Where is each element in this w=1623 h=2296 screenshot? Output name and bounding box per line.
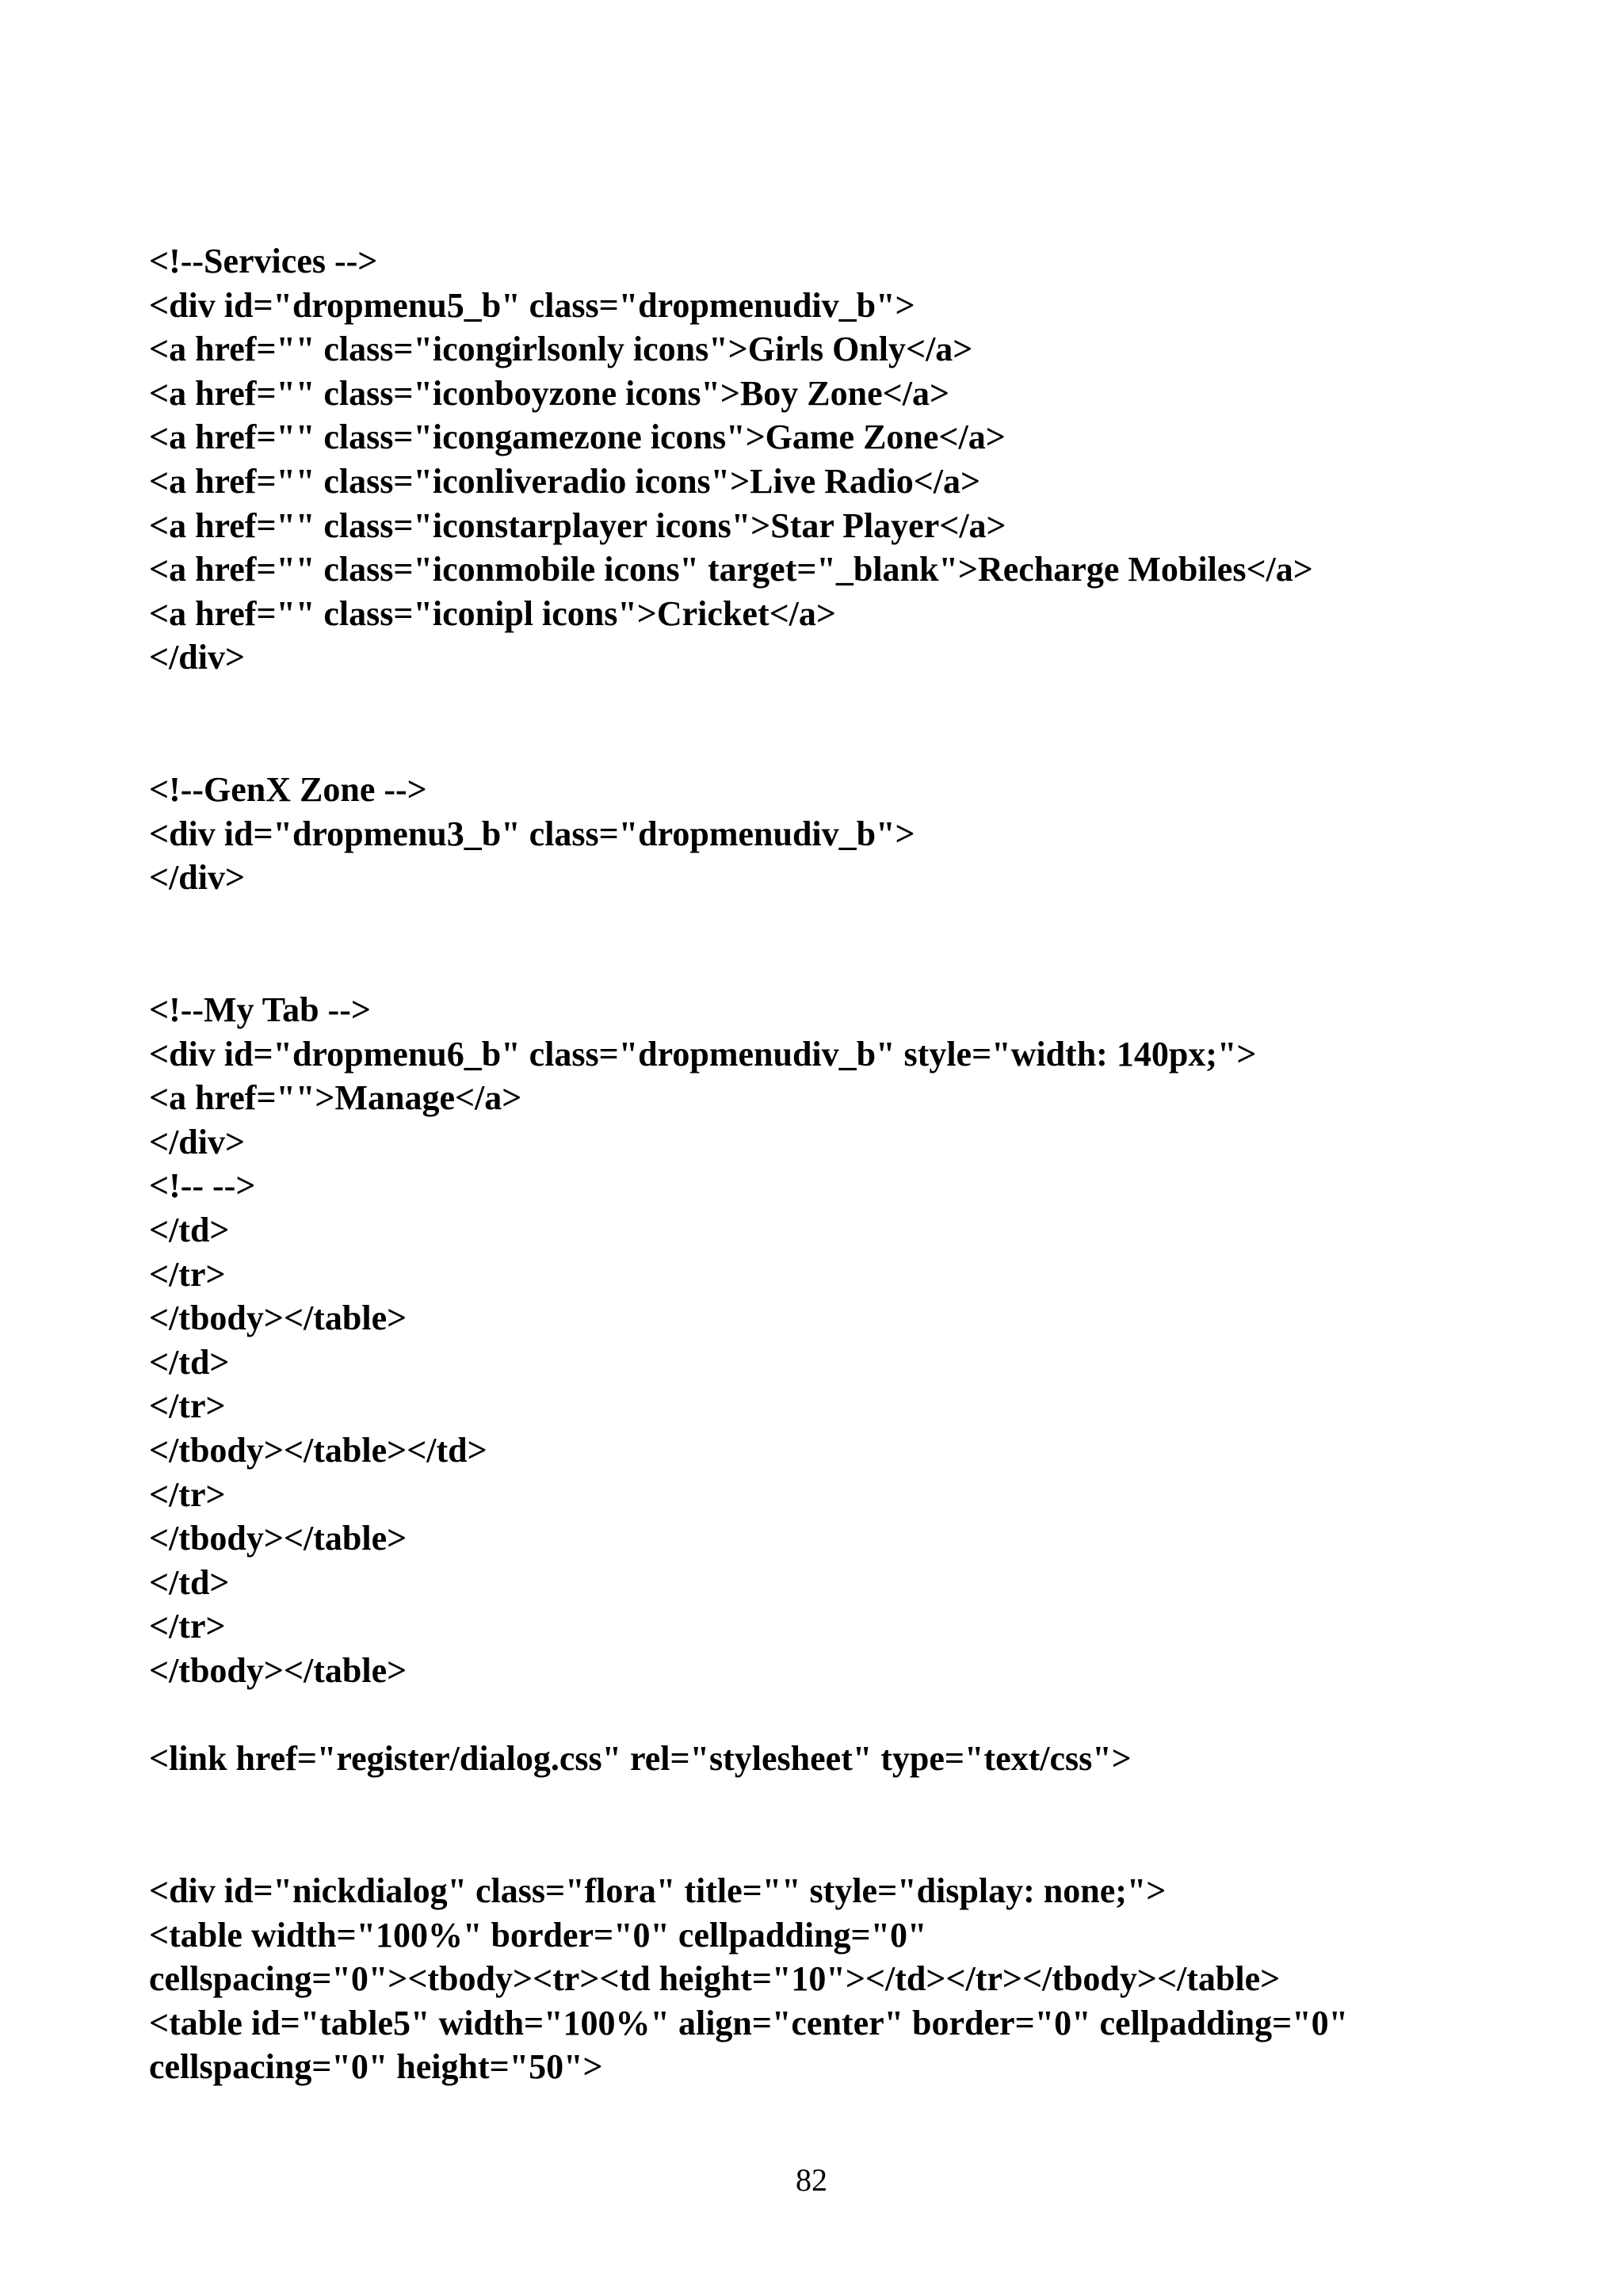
code-line: </tbody></table>: [149, 1519, 407, 1558]
blank-line: [149, 680, 1496, 724]
code-line: </tbody></table>: [149, 1299, 407, 1338]
blank-line: [149, 900, 1496, 944]
code-line: </tr>: [149, 1474, 226, 1514]
code-line: <!--GenX Zone -->: [149, 770, 427, 810]
code-line: <a href="" class="iconmobile icons" target="_blank">Recharge Mobiles</a>: [149, 550, 1313, 589]
code-line: <a href="">Manage</a>: [149, 1078, 522, 1118]
code-line: <div id="nickdialog" class="flora" title="" style="display: none;">: [149, 1871, 1167, 1910]
code-line: </td>: [149, 1562, 230, 1602]
code-line: <a href="" class="icongirlsonly icons">Girls Only</a>: [149, 330, 973, 369]
code-line: </tbody></table>: [149, 1651, 407, 1690]
code-line: </td>: [149, 1342, 230, 1382]
code-line: cellspacing="0" height="50">: [149, 2047, 603, 2087]
code-line: </tr>: [149, 1386, 226, 1426]
code-line: <a href="" class="iconboyzone icons">Boy Zone</a>: [149, 373, 950, 413]
code-line: <table width="100%" border="0" cellpadding="0": [149, 1915, 927, 1955]
code-line: <div id="dropmenu6_b" class="dropmenudiv_b" style="width: 140px;">: [149, 1034, 1257, 1074]
code-line: <a href="" class="iconliveradio icons">Live Radio</a>: [149, 461, 981, 501]
blank-line: [149, 724, 1496, 769]
code-line: </tr>: [149, 1254, 226, 1294]
code-line: <table id="table5" width="100%" align="center" border="0" cellpadding="0": [149, 2003, 1349, 2042]
blank-line: [149, 944, 1496, 989]
code-line: cellspacing="0"><tbody><tr><td height="10"></td></tr></tbody></table>: [149, 1959, 1281, 1999]
code-line: <!--My Tab -->: [149, 990, 371, 1030]
code-line: </div>: [149, 1122, 246, 1161]
code-line: <a href="" class="iconstarplayer icons">Star Player</a>: [149, 505, 1006, 545]
code-line: <!-- -->: [149, 1166, 256, 1206]
code-line: </td>: [149, 1211, 230, 1250]
blank-line: [149, 1825, 1496, 1869]
code-line: <div id="dropmenu5_b" class="dropmenudiv_b">: [149, 285, 915, 325]
code-line: </tbody></table></td>: [149, 1431, 487, 1470]
code-line: <a href="" class="iconipl icons">Cricket</a>: [149, 593, 836, 633]
blank-line: [149, 1781, 1496, 1825]
page-number: 82: [796, 2162, 827, 2198]
code-line: <link href="register/dialog.css" rel="stylesheet" type="text/css">: [149, 1739, 1132, 1779]
code-listing: [149, 239, 1496, 2089]
code-line: </div>: [149, 858, 246, 898]
code-line: </div>: [149, 638, 246, 677]
blank-line: [149, 1693, 1496, 1737]
code-line: <!--Services -->: [149, 242, 378, 280]
code-line: <a href="" class="icongamezone icons">Game Zone</a>: [149, 418, 1006, 457]
code-line: </tr>: [149, 1607, 226, 1646]
code-line: <div id="dropmenu3_b" class="dropmenudiv_b">: [149, 814, 915, 853]
